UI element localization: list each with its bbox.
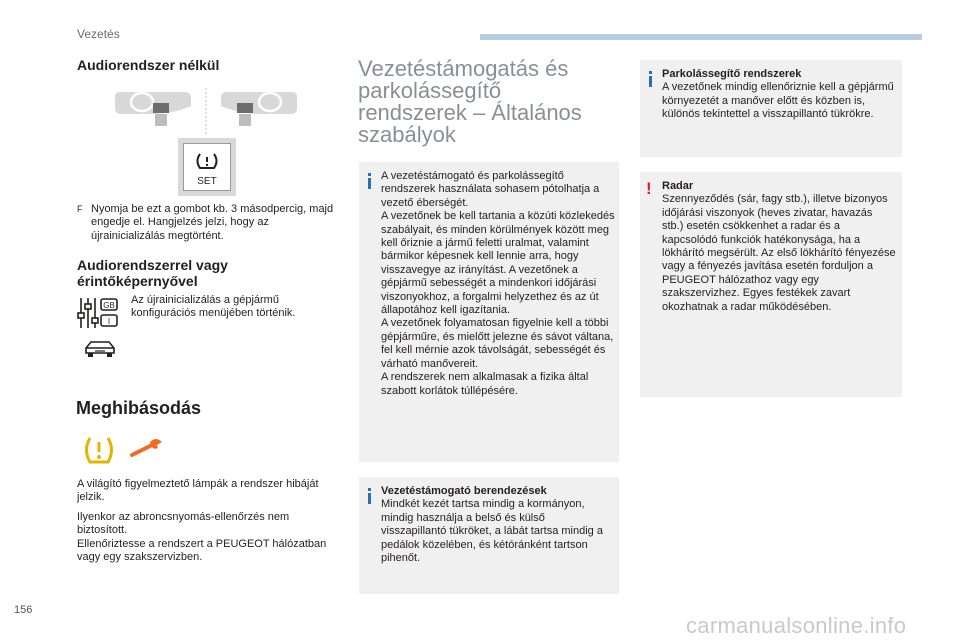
malfunction-text: A világító figyelmeztető lámpák a rendszer hibáját jelzik. bbox=[77, 478, 319, 504]
section-label: Vezetés bbox=[77, 27, 120, 41]
reset-instruction-text: Nyomja be ezt a gombot kb. 3 másodpercig, majd engedje el. Hangjelzés jelzi, hogy az újrainicializálás megtörtént. bbox=[91, 203, 334, 242]
driving-aids-text: Mindkét kezét tartsa mindig a kormányon, mindig használja a belső és külső visszapillantó tükröket, a lábát tartsa mindig a pedálok közelében, és kétóránként tartson pihenőt. bbox=[381, 498, 603, 565]
touch-instruction: Az újrainicializálás a gépjármű konfigurációs menüjében történik. bbox=[131, 294, 296, 320]
heading-no-audio: Audiorendszer nélkül bbox=[77, 57, 220, 73]
radar-text: Szennyeződés (sár, fagy stb.), illetve bizonyos időjárási viszonyok (heves zivatar, havazás stb.) esetén csökkenhet a radar és a kapcsolódó funkciók hatékonysága, ha a lökhárító megsérült. Az első lökhárító fényezése vagy a fényezés javítása esetén forduljon a PEUGEOT hálózathoz vagy egy szakszervizhez. Egyes festékek zavart okozhatnak a radar működésében. bbox=[662, 193, 896, 313]
header-bar bbox=[480, 34, 922, 40]
parking-aids-title: Parkolássegítő rendszerek bbox=[662, 68, 802, 80]
reset-instruction bbox=[77, 203, 339, 243]
info-icon-dot bbox=[649, 71, 652, 74]
info-box-driving-aids bbox=[359, 477, 619, 594]
driving-aids-title: Vezetéstámogató berendezések bbox=[381, 485, 547, 497]
wrench-icon bbox=[130, 437, 164, 461]
steering-wheel-dashboard-illustration bbox=[111, 88, 301, 134]
svg-text:GB: GB bbox=[103, 301, 115, 310]
heading-malfunction: Meghibásodás bbox=[76, 398, 202, 418]
heading-audio-touchscreen: Audiorendszerrel vagy érintőképernyővel bbox=[77, 257, 228, 289]
main-title: Vezetéstámogatás és parkolássegítő rendszerek – Általános szabályok bbox=[358, 56, 582, 147]
info-box-general bbox=[359, 162, 619, 462]
info-icon-dot bbox=[368, 488, 371, 491]
bullet-mark: F bbox=[77, 204, 83, 214]
set-button-illustration bbox=[178, 138, 236, 196]
info-icon bbox=[649, 76, 652, 87]
page-number: 156 bbox=[14, 604, 33, 616]
info-icon bbox=[368, 493, 371, 504]
info-box-general-text: A vezetéstámogató és parkolássegítő rendszerek használata sohasem pótolhatja a vezető éberségét. A vezetőnek be kell tartania a közúti közlekedés szabályait, és minden körülmények között meg kell őriznie a jármű feletti uralmat, valamint bármikor képesnek kell lennie arra, hogy visszavegye az irányítást. A vezetőnek a gépjármű sebességét a mindenkori időjárási viszonyokhoz, a forgalmi helyzethez és az út állapotához kell igazítania. A vezetőnek folyamatosan figyelnie kell a többi gépjárműre, és mielőtt jelezne és sávot váltana, fel kell mérnie azok távolságát, sebességét és várható manővereit. A rendszerek nem alkalmasak a fizika által szabott korlátok túllépésére. bbox=[381, 170, 615, 397]
info-icon-dot bbox=[368, 173, 371, 176]
vehicle-config-icon bbox=[83, 338, 117, 360]
warning-box-radar bbox=[640, 172, 902, 397]
tyre-pressure-warning-icon bbox=[83, 434, 115, 466]
tyre-pressure-icon bbox=[194, 151, 220, 173]
set-label: SET bbox=[197, 176, 217, 187]
watermark: carmanualsonline.info bbox=[686, 613, 907, 638]
radar-title: Radar bbox=[662, 180, 694, 192]
settings-sliders-icon bbox=[77, 296, 121, 330]
info-icon bbox=[368, 178, 371, 189]
info-box-parking-aids bbox=[640, 60, 902, 157]
svg-text:I: I bbox=[107, 317, 111, 326]
parking-aids-text: A vezetőnek mindig ellenőriznie kell a gépjármű környezetét a manőver előtt és közben is, különös tekintettel a visszapillantó tükrökre. bbox=[662, 81, 894, 121]
check-system-text: Ilyenkor az abroncsnyomás-ellenőrzés nem biztosított. Ellenőriztesse a rendszert a PEUGEOT hálózatban vagy egy szakszervizben. bbox=[77, 511, 327, 564]
warning-icon: ! bbox=[646, 179, 652, 198]
